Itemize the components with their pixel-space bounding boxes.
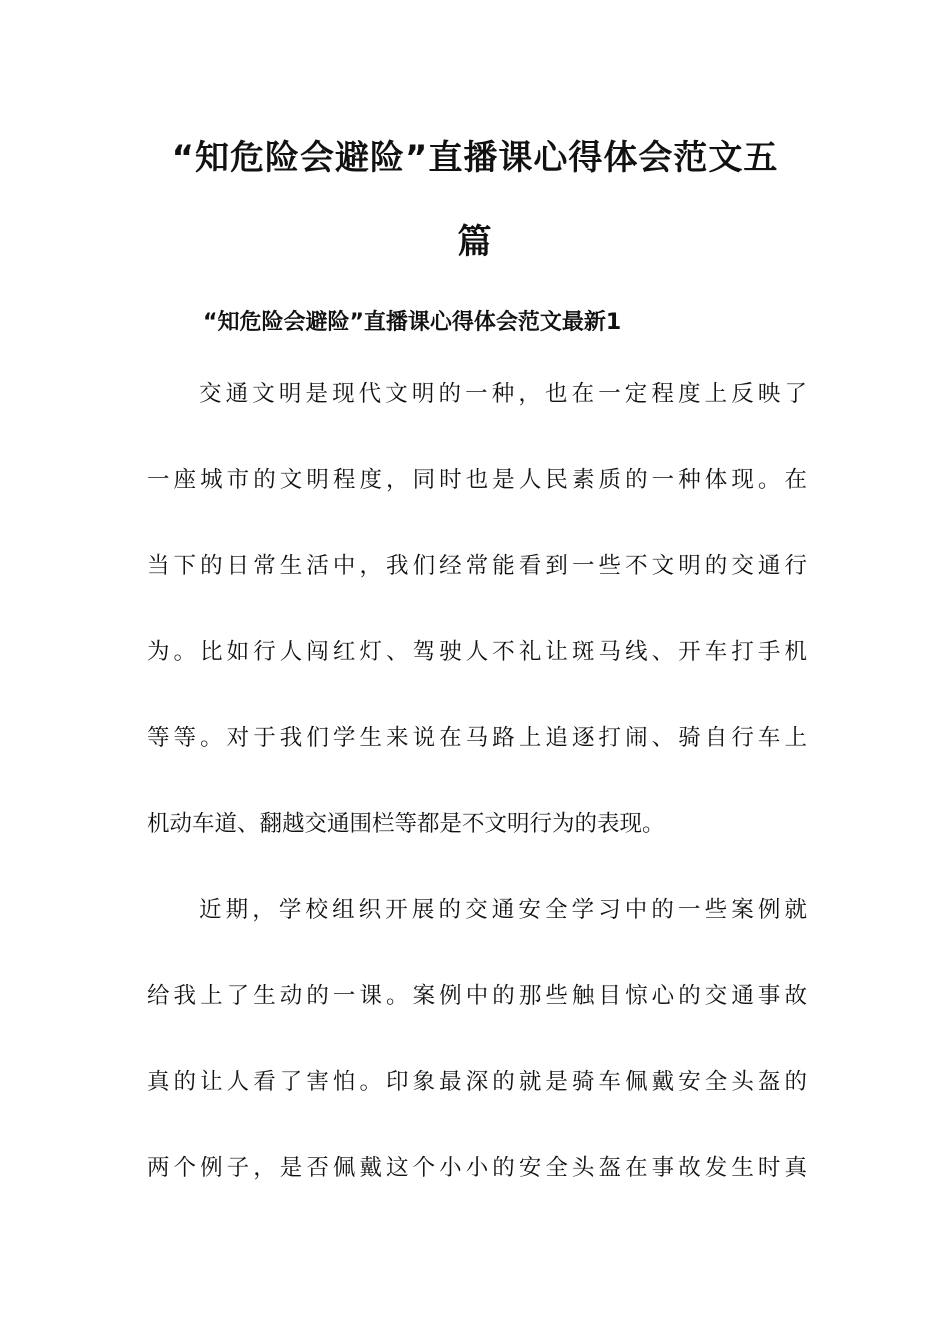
- paragraph-line: 为。比如行人闯红灯、驾驶人不礼让斑马线、开车打手机: [147, 639, 807, 665]
- paragraph-line: 等等。对于我们学生来说在马路上追逐打闹、骑自行车上: [147, 725, 807, 751]
- paragraph-line: 一座城市的文明程度，同时也是人民素质的一种体现。在: [147, 467, 807, 493]
- paragraph-line: 真的让人看了害怕。印象最深的就是骑车佩戴安全头盔的: [147, 1069, 807, 1095]
- paragraph-line: 两个例子，是否佩戴这个小小的安全头盔在事故发生时真: [147, 1155, 807, 1181]
- paragraph-line: 机动车道、翻越交通围栏等都是不文明行为的表现。: [147, 811, 665, 837]
- section-heading: “知危险会避险”直播课心得体会范文最新1: [203, 310, 622, 335]
- paragraph-line: 当下的日常生活中，我们经常能看到一些不文明的交通行: [147, 553, 807, 579]
- document-title-line-2: 篇: [457, 222, 493, 262]
- paragraph-line: 近期，学校组织开展的交通安全学习中的一些案例就: [199, 897, 807, 923]
- paragraph-line: 交通文明是现代文明的一种，也在一定程度上反映了: [199, 381, 807, 407]
- document-title-line-1: “知危险会避险”直播课心得体会范文五: [171, 138, 779, 178]
- paragraph-line: 给我上了生动的一课。案例中的那些触目惊心的交通事故: [147, 983, 807, 1009]
